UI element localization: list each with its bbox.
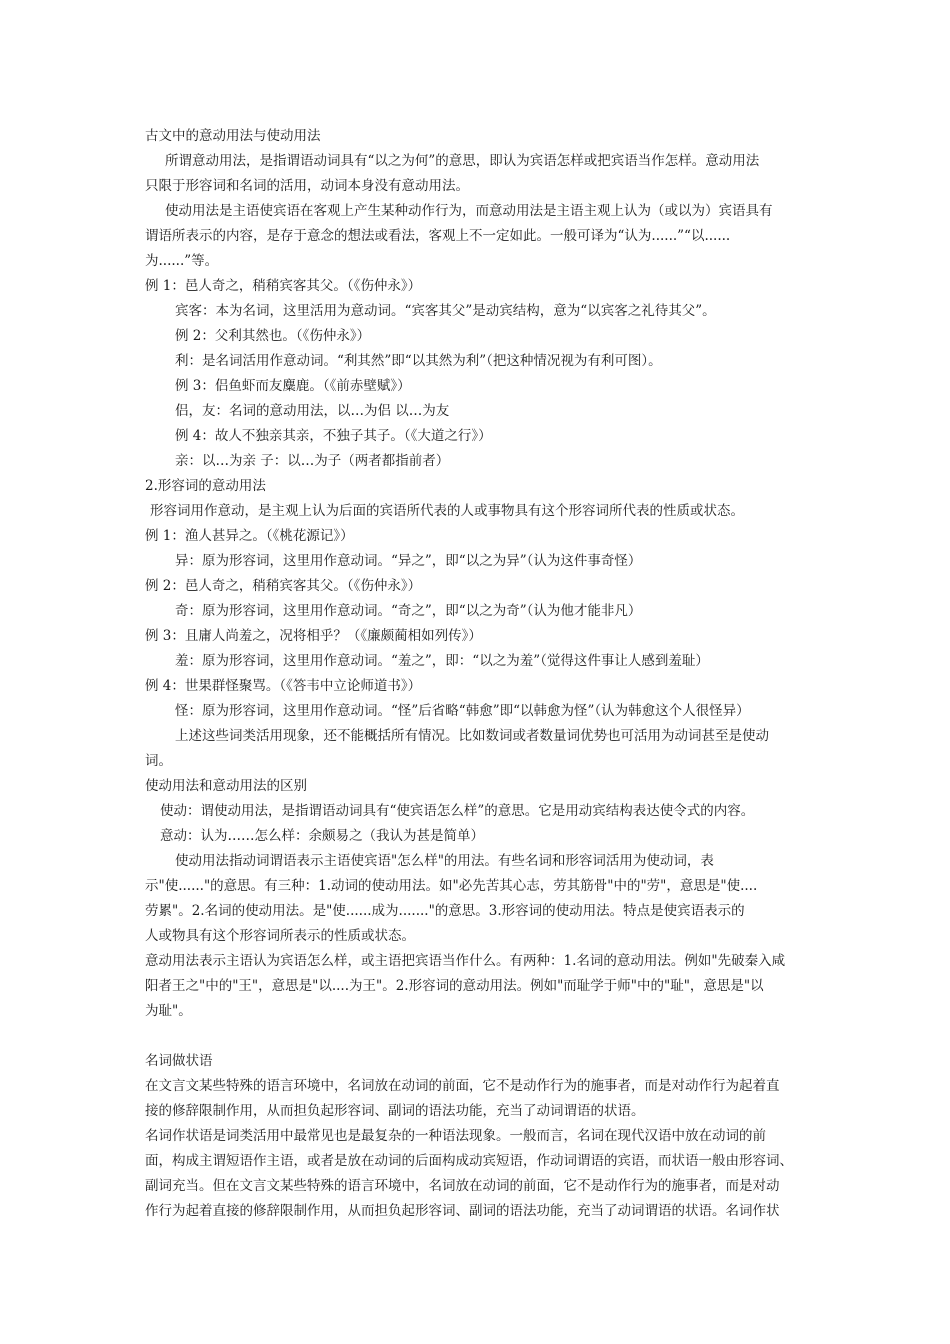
example-line: 例 1：渔人甚异之。（《桃花源记》） <box>145 528 354 544</box>
section-heading: 使动用法和意动用法的区别 <box>145 778 307 794</box>
paragraph-line: 副词充当。但在文言文某些特殊的语言环境中，名词放在动词的前面，它不是动作行为的施事者，而是对动 <box>145 1178 780 1194</box>
explanation-line: 羞：原为形容词，这里用作意动词。“羞之”，即：“以之为羞”（觉得这件事让人感到羞耻） <box>175 653 709 669</box>
paragraph-line: 劳累"。2.名词的使动用法。是"使......成为......."的意思。3.形容词的使动用法。特点是使宾语表示的 <box>145 903 745 919</box>
example-line: 例 4：故人不独亲其亲，不独子其子。（《大道之行》） <box>175 428 492 444</box>
paragraph-line: 阳者王之"中的"王"，意思是"以....为王"。2.形容词的意动用法。例如"而耻学于师"中的"耻"，意思是"以 <box>145 978 764 994</box>
explanation-line: 怪：原为形容词，这里用作意动词。“怪”后省略“韩愈”即“以韩愈为怪”（认为韩愈这个人很怪异） <box>175 703 750 719</box>
paragraph-line: 面，构成主谓短语作主语，或者是放在动词的后面构成动宾短语，作动词谓语的宾语，而状语一般由形容词、 <box>145 1153 793 1169</box>
example-line: 例 2：父利其然也。（《伤仲永》） <box>175 328 371 344</box>
paragraph-line: 为......”等。 <box>145 253 219 269</box>
example-line: 例 3：侣鱼虾而友麋鹿。（《前赤壁赋》） <box>175 378 411 394</box>
paragraph-line: 只限于形容词和名词的活用，动词本身没有意动用法。 <box>145 178 469 194</box>
paragraph-line: 示"使......"的意思。有三种：1.动词的使动用法。如"必先苦其心志，劳其筋骨"中的"劳"，意思是"使.... <box>145 878 758 894</box>
explanation-line: 异：原为形容词，这里用作意动词。“异之”，即“以之为异”（认为这件事奇怪） <box>175 553 642 569</box>
paragraph-line: 形容词用作意动，是主观上认为后面的宾语所代表的人或事物具有这个形容词所代表的性质或状态。 <box>150 503 744 519</box>
paragraph-line: 上述这些词类活用现象，还不能概括所有情况。比如数词或者数量词优势也可活用为动词甚至是使动 <box>175 728 769 744</box>
explanation-line: 侣，友：名词的意动用法，以…为侣 以…为友 <box>175 403 450 419</box>
paragraph-line: 意动：认为……怎么样：余颇易之（我认为甚是简单） <box>160 828 484 844</box>
explanation-line: 宾客：本为名词，这里活用为意动词。“宾客其父”是动宾结构，意为“以宾客之礼待其父”。 <box>175 303 716 319</box>
paragraph-line: 为耻"。 <box>145 1003 192 1019</box>
paragraph-line: 接的修辞限制作用，从而担负起形容词、副词的语法功能，充当了动词谓语的状语。 <box>145 1103 645 1119</box>
paragraph-line: 使动用法是主语使宾语在客观上产生某种动作行为，而意动用法是主语主观上认为（或以为）宾语具有 <box>165 203 773 219</box>
paragraph-line: 名词作状语是词类活用中最常见也是最复杂的一种语法现象。一般而言，名词在现代汉语中放在动词的前 <box>145 1128 766 1144</box>
explanation-line: 亲：以…为亲 子：以…为子（两者都指前者） <box>175 453 450 469</box>
paragraph-line: 使动用法指动词谓语表示主语使宾语"怎么样"的用法。有些名词和形容词活用为使动词，表 <box>175 853 714 869</box>
paragraph-line: 使动：谓使动用法，是指谓语动词具有“使宾语怎么样”的意思。它是用动宾结构表达使令式的内容。 <box>160 803 755 819</box>
paragraph-line: 作行为起着直接的修辞限制作用，从而担负起形容词、副词的语法功能，充当了动词谓语的状语。名词作状 <box>145 1203 780 1219</box>
explanation-line: 利：是名词活用作意动词。“利其然”即“以其然为利”（把这种情况视为有利可图）。 <box>175 353 662 369</box>
paragraph-line: 人或物具有这个形容词所表示的性质或状态。 <box>145 928 415 944</box>
explanation-line: 奇：原为形容词，这里用作意动词。“奇之”，即“以之为奇”（认为他才能非凡） <box>175 603 642 619</box>
section-heading: 2.形容词的意动用法 <box>145 478 266 494</box>
example-line: 例 3：且庸人尚羞之，况将相乎？（《廉颇蔺相如列传》） <box>145 628 482 644</box>
section-heading: 名词做状语 <box>145 1053 213 1069</box>
paragraph-line: 谓语所表示的内容，是存于意念的想法或看法，客观上不一定如此。一般可译为“认为......”“以...... <box>145 228 731 244</box>
paragraph-line: 词。 <box>145 753 172 769</box>
paragraph-line: 意动用法表示主语认为宾语怎么样，或主语把宾语当作什么。有两种：1.名词的意动用法。例如"先破秦入咸 <box>145 953 786 969</box>
example-line: 例 2：邑人奇之，稍稍宾客其父。（《伤仲永》） <box>145 578 422 594</box>
example-line: 例 1：邑人奇之，稍稍宾客其父。（《伤仲永》） <box>145 278 422 294</box>
doc-title: 古文中的意动用法与使动用法 <box>145 128 321 144</box>
paragraph-line: 在文言文某些特殊的语言环境中，名词放在动词的前面，它不是动作行为的施事者，而是对动作行为起着直 <box>145 1078 780 1094</box>
example-line: 例 4：世果群怪聚骂。（《答韦中立论师道书》） <box>145 678 422 694</box>
paragraph-line: 所谓意动用法，是指谓语动词具有“以之为何”的意思，即认为宾语怎样或把宾语当作怎样。意动用法 <box>165 153 760 169</box>
